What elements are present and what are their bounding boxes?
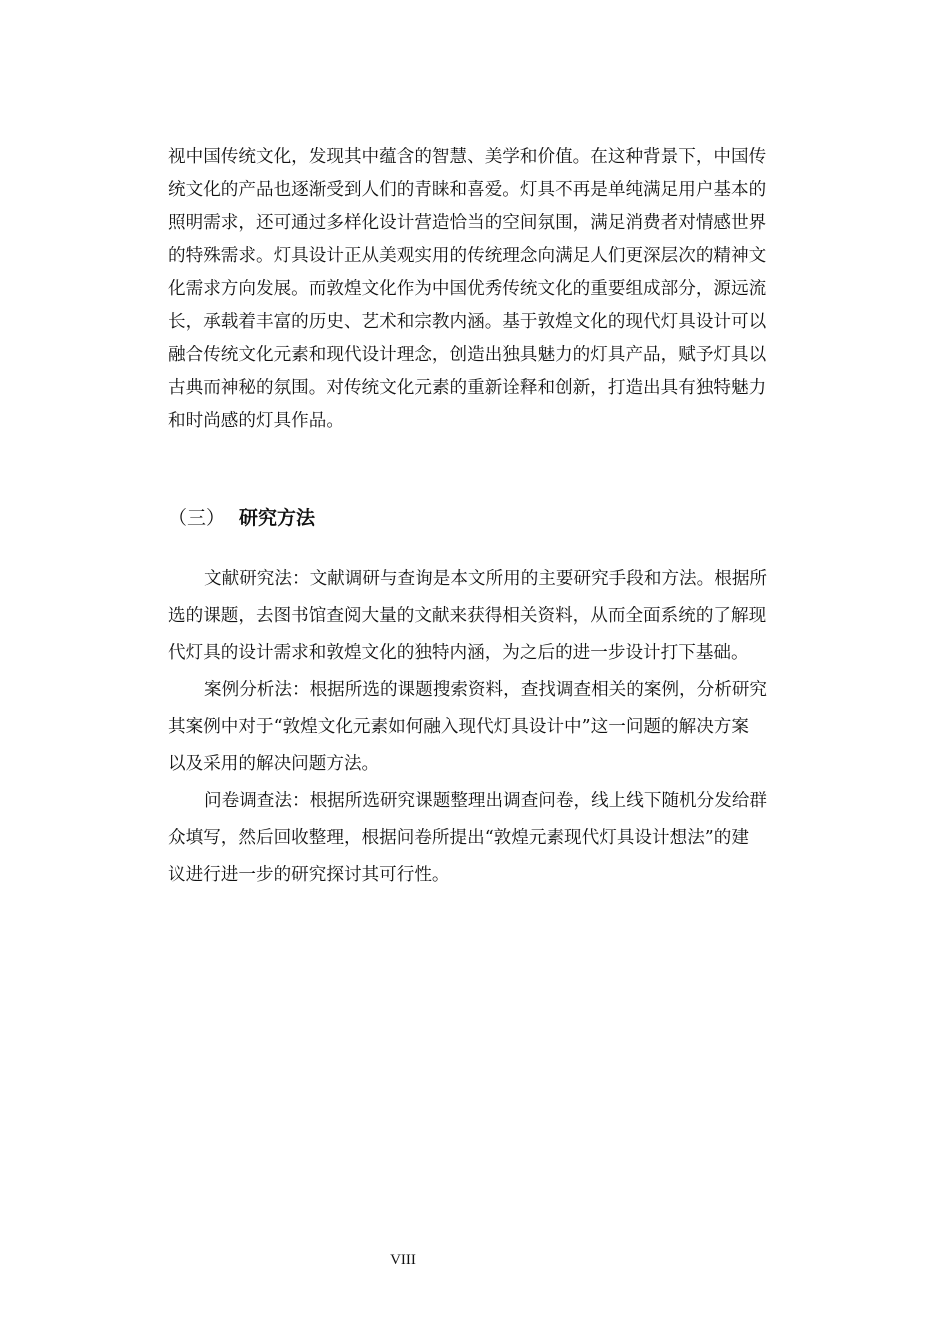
paragraph-line: 古典而神秘的氛围。对传统文化元素的重新诠释和创新，打造出具有独特魅力 — [168, 378, 767, 398]
paragraph-line: 文献研究法：文献调研与查询是本文所用的主要研究手段和方法。根据所 — [204, 569, 768, 589]
paragraph-line: 众填写，然后回收整理，根据问卷所提出“敦煌元素现代灯具设计想法”的建 — [168, 828, 749, 848]
paragraph-line: 和时尚感的灯具作品。 — [168, 411, 344, 431]
paragraph-line: 代灯具的设计需求和敦煌文化的独特内涵，为之后的进一步设计打下基础。 — [168, 643, 749, 663]
section-title: 研究方法 — [239, 507, 316, 529]
paragraph-line: 其案例中对于“敦煌文化元素如何融入现代灯具设计中”这一问题的解决方案 — [168, 717, 749, 737]
paragraph-line: 长，承载着丰富的历史、艺术和宗教内涵。基于敦煌文化的现代灯具设计可以 — [168, 312, 767, 332]
paragraph-line: 融合传统文化元素和现代设计理念，创造出独具魅力的灯具产品，赋予灯具以 — [168, 345, 767, 365]
paragraph-line: 照明需求，还可通过多样化设计营造恰当的空间氛围，满足消费者对情感世界 — [168, 213, 767, 233]
page-number: VIII — [390, 1252, 416, 1268]
paragraph-line: 视中国传统文化，发现其中蕴含的智慧、美学和价值。在这种背景下，中国传 — [168, 147, 767, 167]
paragraph-line: 化需求方向发展。而敦煌文化作为中国优秀传统文化的重要组成部分，源远流 — [168, 279, 767, 299]
section-number: （三） — [168, 507, 226, 529]
paragraph-line: 选的课题，去图书馆查阅大量的文献来获得相关资料，从而全面系统的了解现 — [168, 606, 767, 626]
paragraph-line: 以及采用的解决问题方法。 — [168, 754, 380, 774]
paragraph-line: 问卷调查法：根据所选研究课题整理出调查问卷，线上线下随机分发给群 — [204, 791, 768, 811]
paragraph-line: 统文化的产品也逐渐受到人们的青睐和喜爱。灯具不再是单纯满足用户基本的 — [168, 180, 767, 200]
paragraph-line: 案例分析法：根据所选的课题搜索资料，查找调查相关的案例，分析研究 — [204, 680, 768, 700]
section-heading — [168, 501, 315, 535]
paragraph-line: 议进行进一步的研究探讨其可行性。 — [168, 865, 450, 885]
paragraph-line: 的特殊需求。灯具设计正从美观实用的传统理念向满足人们更深层次的精神文 — [168, 246, 767, 266]
